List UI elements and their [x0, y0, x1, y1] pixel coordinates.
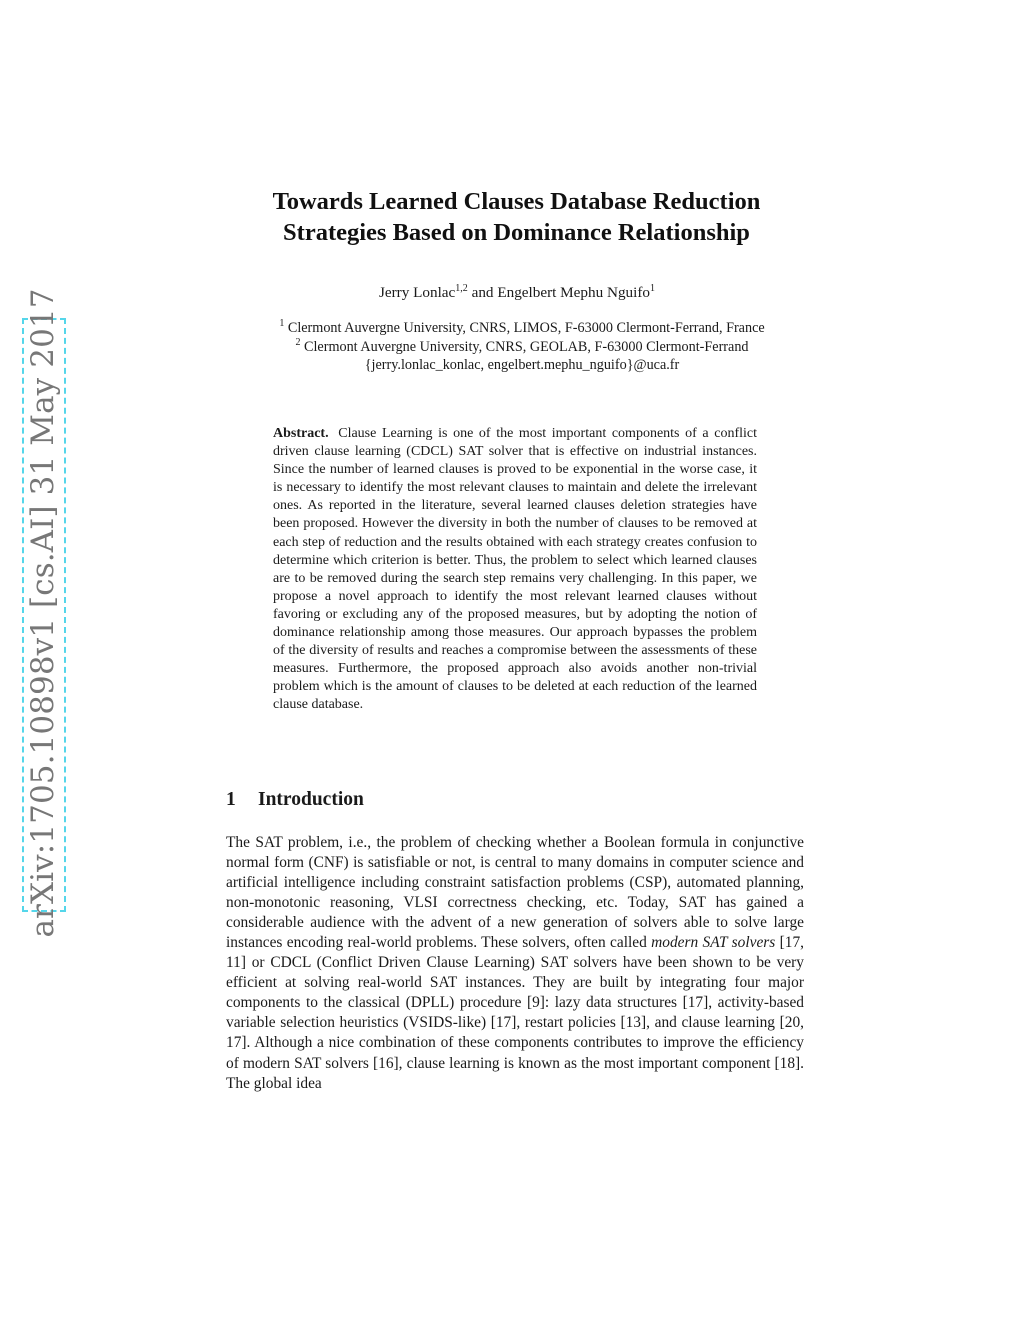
title-line-1: Towards Learned Clauses Database Reduction — [272, 188, 761, 215]
affiliation-text: Clermont Auvergne University, CNRS, GEOLAB, F-63000 Clermont-Ferrand — [304, 338, 749, 355]
affiliation-text: Clermont Auvergne University, CNRS, LIMOS, F-63000 Clermont-Ferrand, France — [287, 320, 765, 336]
title-line-2: Strategies Based on Dominance Relationship — [283, 219, 750, 246]
affiliation-mark: 2 — [295, 336, 301, 348]
affiliation-line — [20, 338, 1024, 357]
author-name: Jerry Lonlac — [378, 284, 456, 301]
arxiv-identifier: arXiv:1705.10898v1 [cs.AI] 31 May 2017 — [25, 288, 61, 938]
arxiv-side-stamp — [22, 288, 64, 938]
intro-text: The SAT problem, i.e., the problem of checking whether a Boolean formula in conjunctive normal form (CNF) is satisfiable or not, is central to many domains in computer science and artificial intelligence including constraint satisfaction problems (CSP), automated planning, non-monotonic reasoning, VLSI correctness checking, etc. Today, SAT has gained a considerable audience with the advent of a new generation of solvers able to solve large instances encoding real-world problems. These solvers, often called — [226, 834, 804, 952]
section-number: 1 — [226, 789, 236, 810]
intro-text-continued: [17, 11] or CDCL (Conflict Driven Clause Learning) SAT solvers have been shown to be very efficient at solving real-world SAT instances. They are built by integrating four major components to the classical (DPLL) procedure [9]: lazy data structures [17], activity-based variable selection heuristics (VSIDS-like) [17], restart policies [13], and clause learning [20, 17]. Although a nice combination of these components contributes to improve the efficiency of modern SAT solvers [16], clause learning is known as the most important component [18]. The global idea — [226, 934, 804, 1092]
section-title: Introduction — [258, 789, 364, 810]
affiliation-line — [20, 319, 1024, 338]
paper-title — [0, 186, 1024, 248]
abstract — [273, 425, 757, 715]
author-affiliation-mark: 1 — [650, 283, 656, 294]
abstract-text: Clause Learning is one of the most important components of a conflict driven clause learning (CDCL) SAT solver that is effective on industrial instances. Since the number of learned clauses is proved to be exponential in the worse case, it is necessary to identify the most relevant clauses to maintain and delete the irrelevant ones. As reported in the literature, several learned clauses deletion strategies have been proposed. However the diversity in both the number of clauses to be removed at each step of reduction and the results obtained with each strategy creates confusion to determine which criterion is better. Thus, the problem to select which learned clauses are to be removed during the search step remains very challenging. In this paper, we propose a novel approach to identify the most relevant learned clauses without favoring or excluding any of the proposed measures, but by adopting the notion of dominance relationship among those measures. Our approach bypasses the problem of the diversity of results and reaches a compromise between the assessments of these measures. Furthermore, the proposed approach also avoids another non-trivial problem which is the amount of clauses to be deleted at each reduction of the learned clause database. — [273, 426, 757, 713]
affiliations — [0, 319, 1024, 375]
author-emails: {jerry.lonlac_konlac, engelbert.mephu_nguifo}@uca.fr — [364, 357, 680, 374]
abstract-label: Abstract. — [273, 426, 329, 441]
author-name: Engelbert Mephu Nguifo — [497, 284, 651, 301]
author-connector: and — [467, 284, 498, 301]
intro-emphasis: modern SAT solvers — [651, 934, 776, 952]
author-affiliation-mark: 1,2 — [455, 283, 468, 294]
introduction-paragraph — [226, 833, 804, 1094]
author-list — [0, 284, 1024, 302]
section-heading — [226, 789, 364, 811]
affiliation-mark: 1 — [279, 318, 285, 329]
